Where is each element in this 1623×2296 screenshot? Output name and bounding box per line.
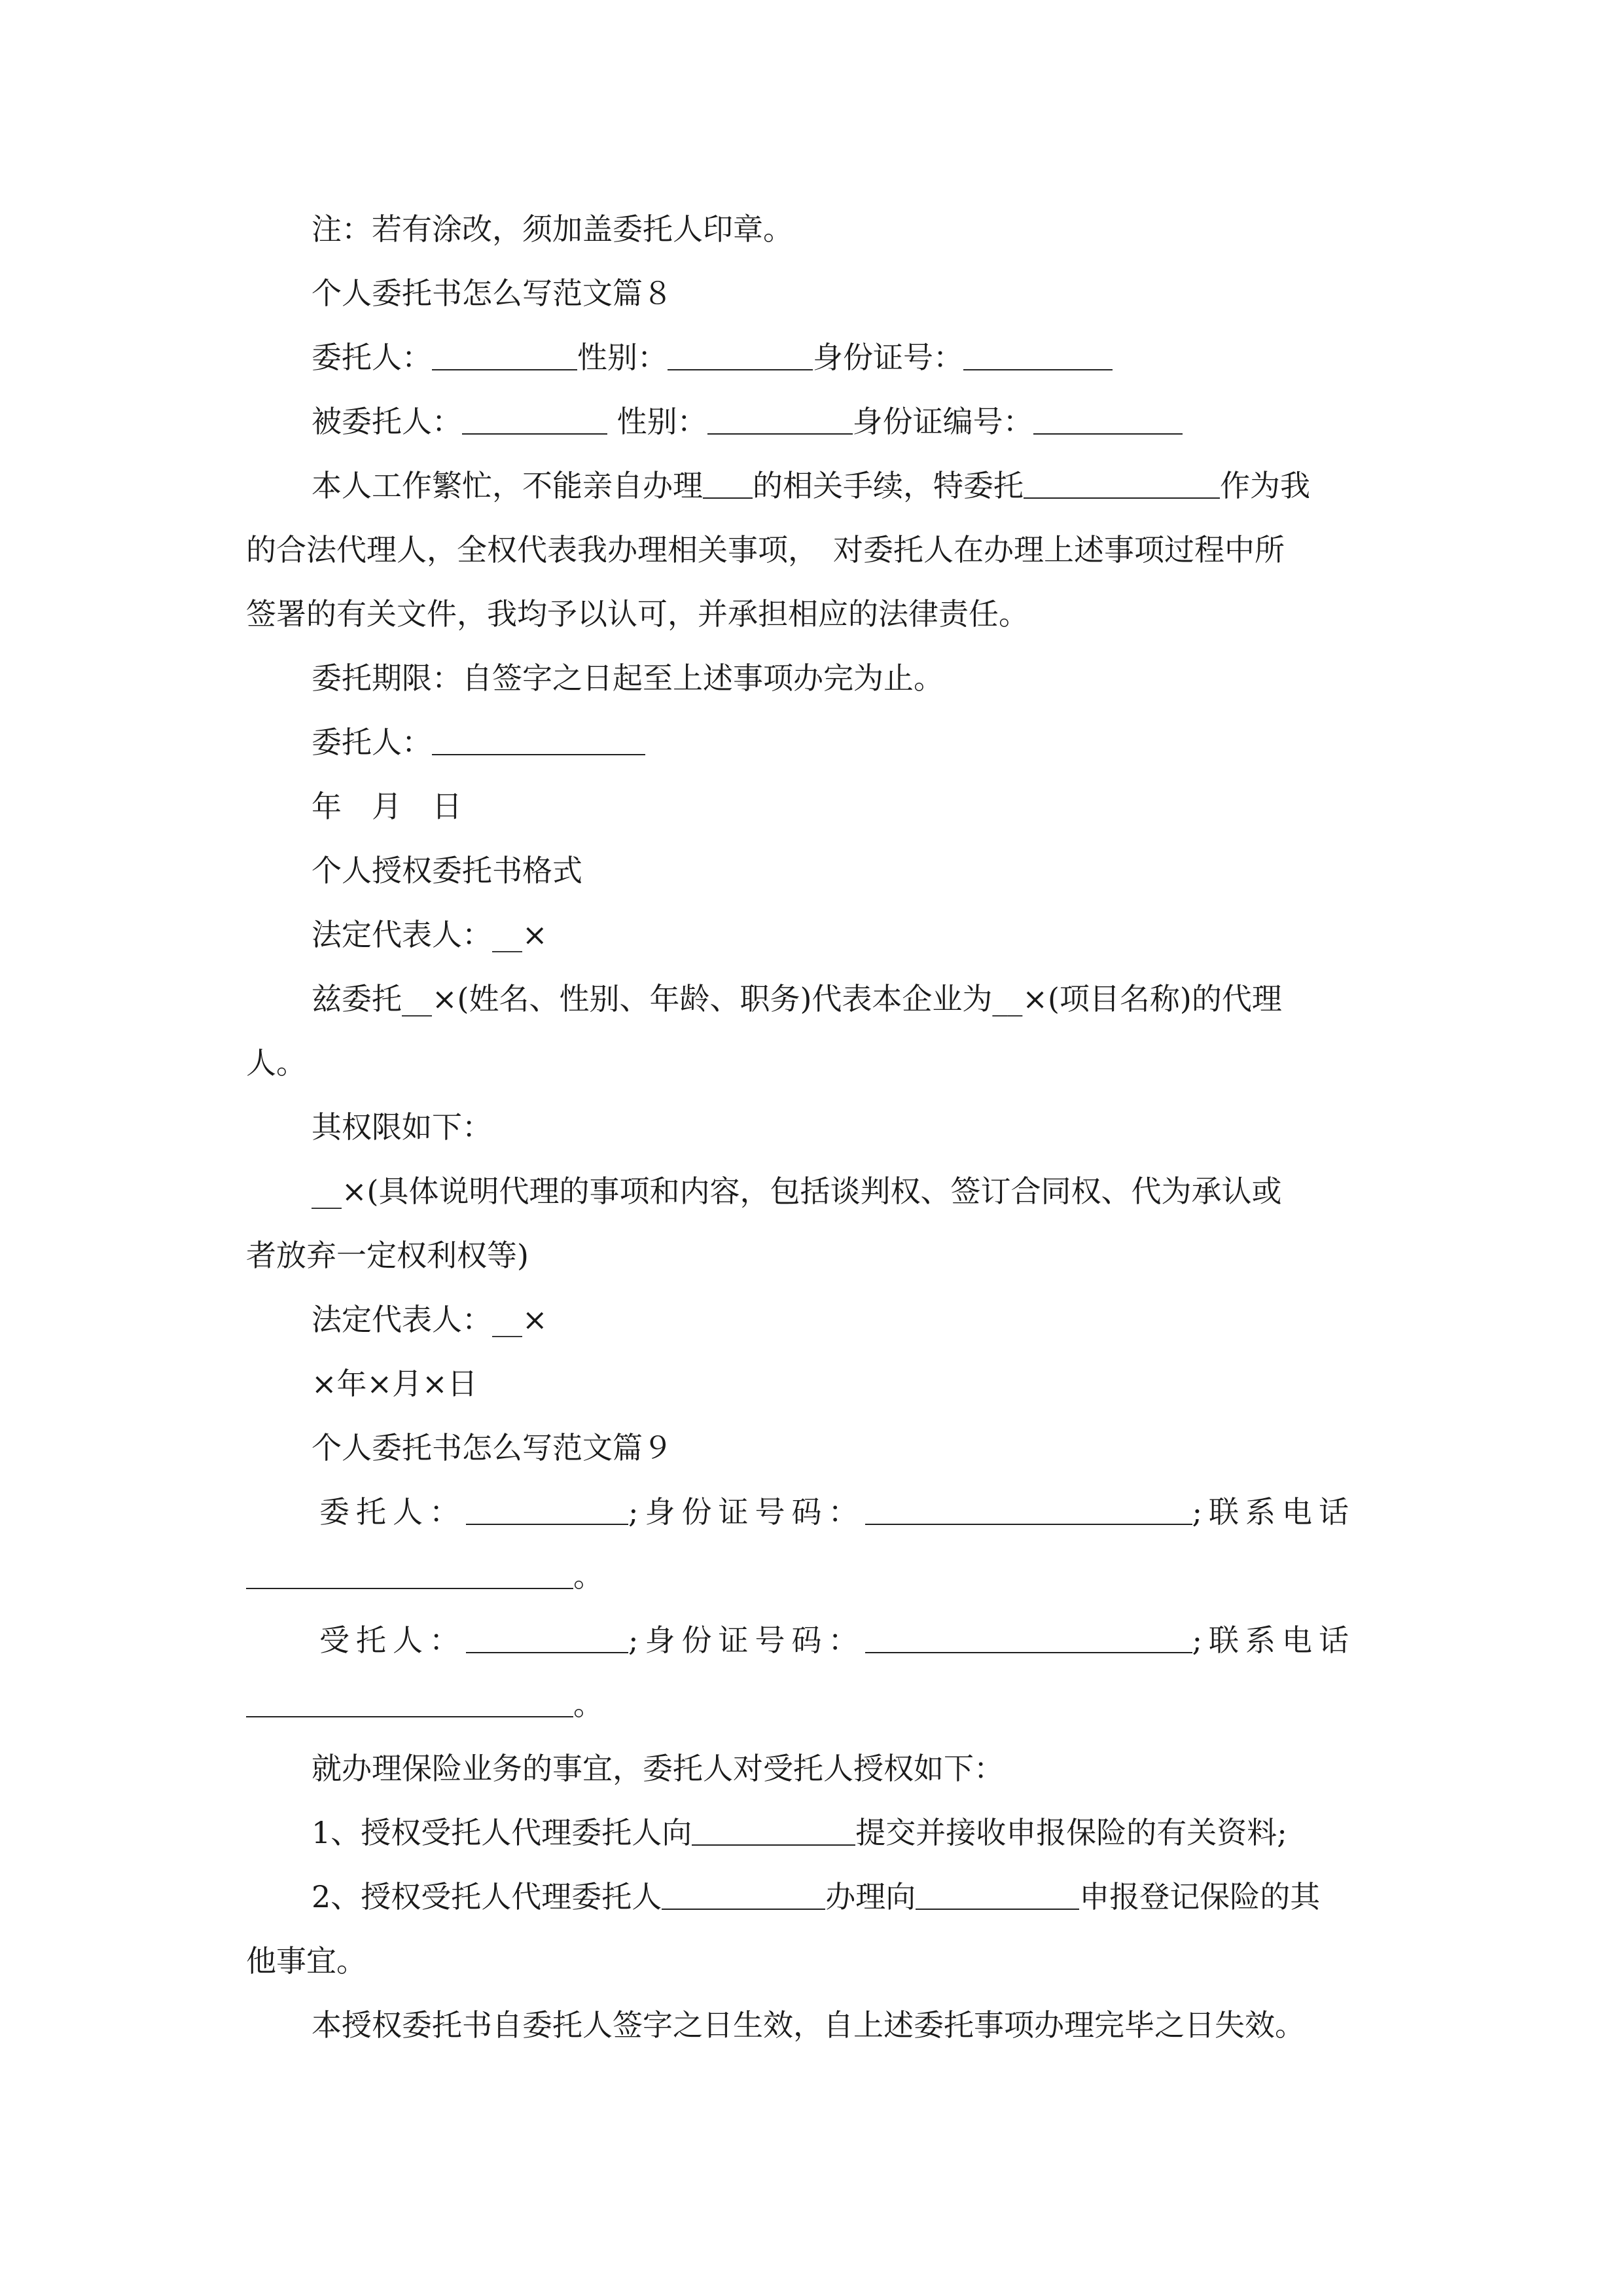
section8-agent-row [246,402,1385,441]
section8-body-line-2: 的合法代理人，全权代表我办理相关事项， 对委托人在办理上述事项过程中所 [246,532,1285,567]
section9-closing: 本授权委托书自委托人签字之日生效，自上述委托事项办理完毕之日失效。 [312,2007,1305,2043]
phone-label: ;联系电话 [1192,1494,1355,1530]
entrust-line-2: 人。 [246,1045,306,1081]
signature-blank [432,724,645,755]
agent-label: 被委托人： [312,404,462,439]
section9-agent-row [246,1621,1385,1660]
powers-title: 其权限如下： [312,1109,492,1145]
format-date: ×年×月×日 [312,1366,478,1401]
phone-blank [246,1558,573,1589]
client-name-blank [432,339,577,370]
agent-name-blank [466,1622,628,1653]
end-mark: 。 [573,1687,603,1722]
section9-client-row [246,1492,1385,1532]
section9-agent-phone-row [246,1685,1385,1724]
section9-title: 个人委托书怎么写范文篇９ [312,1430,673,1465]
section9-intro: 就办理保险业务的事宜，委托人对受托人授权如下： [312,1751,1004,1786]
item-text: 申报登记保险的其 [1079,1879,1321,1914]
gender-label: 性别： [577,340,668,375]
body-text: 的相关手续，特委托 [753,468,1024,503]
powers-line-2: 者放弃一定权利权等) [246,1238,529,1273]
agent-gender-label: 性别： [607,404,707,439]
powers-line-1: __×(具体说明代理的事项和内容，包括谈判权、签订合同权、代为承认或 [312,1174,1282,1209]
id-label: ;身份证号码： [628,1494,865,1530]
section8-period: 委托期限：自签字之日起至上述事项办完为止。 [312,660,944,696]
entrust-line-1: 兹委托__×(姓名、性别、年龄、职务)代表本企业为__×(项目名称)的代理 [312,981,1282,1016]
agent-gender-blank [707,403,853,435]
client-name-blank [466,1494,628,1525]
proxy-name-blank [1024,467,1220,499]
section8-client-row [246,338,1385,377]
format-title: 个人授权委托书格式 [312,853,582,888]
section8-sign-row [246,723,1385,762]
section9-item-1 [246,1813,1385,1852]
section8-title: 个人委托书怎么写范文篇８ [312,276,673,311]
agent-name-blank [462,403,607,435]
end-mark: 。 [573,1558,603,1594]
agent-id-label: ;身份证号码： [628,1623,865,1658]
agent-label: 受托人： [319,1623,466,1658]
section9-item-2-cont: 他事宜。 [246,1943,366,1979]
legal-rep-line-1: 法定代表人：__× [312,917,548,952]
body-text: 本人工作繁忙，不能亲自办理 [312,468,703,503]
matter-blank [703,467,753,499]
authority-blank [916,1878,1079,1910]
section8-body-line-1 [246,466,1385,505]
client-label: 委托人： [319,1494,466,1530]
id-blank [963,339,1113,370]
note-line: 注：若有涂改，须加盖委托人印章。 [312,211,793,247]
agent-id-blank [1033,403,1183,435]
id-label: 身份证号： [813,340,963,375]
item-text: 提交并接收申报保险的有关资料; [855,1815,1287,1850]
id-number-blank [865,1494,1192,1525]
section9-item-2 [246,1877,1385,1916]
item-text: 2、授权受托人代理委托人 [312,1879,662,1914]
agent-phone-label: ;联系电话 [1192,1623,1355,1658]
legal-rep-line-2: 法定代表人：__× [312,1302,548,1337]
agent-id-label: 身份证编号： [852,404,1033,439]
client-label: 委托人： [312,340,432,375]
agent-id-number-blank [865,1622,1192,1653]
matter-blank [662,1878,825,1910]
body-text: 作为我 [1220,468,1310,503]
section8-date: 年 月 日 [312,789,462,824]
section8-body-line-3: 签署的有关文件，我均予以认可，并承担相应的法律责任。 [246,596,1029,632]
institution-blank [692,1814,855,1846]
sign-label: 委托人： [312,725,432,760]
section9-client-phone-row [246,1556,1385,1596]
gender-blank [668,339,813,370]
agent-phone-blank [246,1686,573,1717]
item-text: 1、授权受托人代理委托人向 [312,1815,692,1850]
item-text: 办理向 [825,1879,916,1914]
